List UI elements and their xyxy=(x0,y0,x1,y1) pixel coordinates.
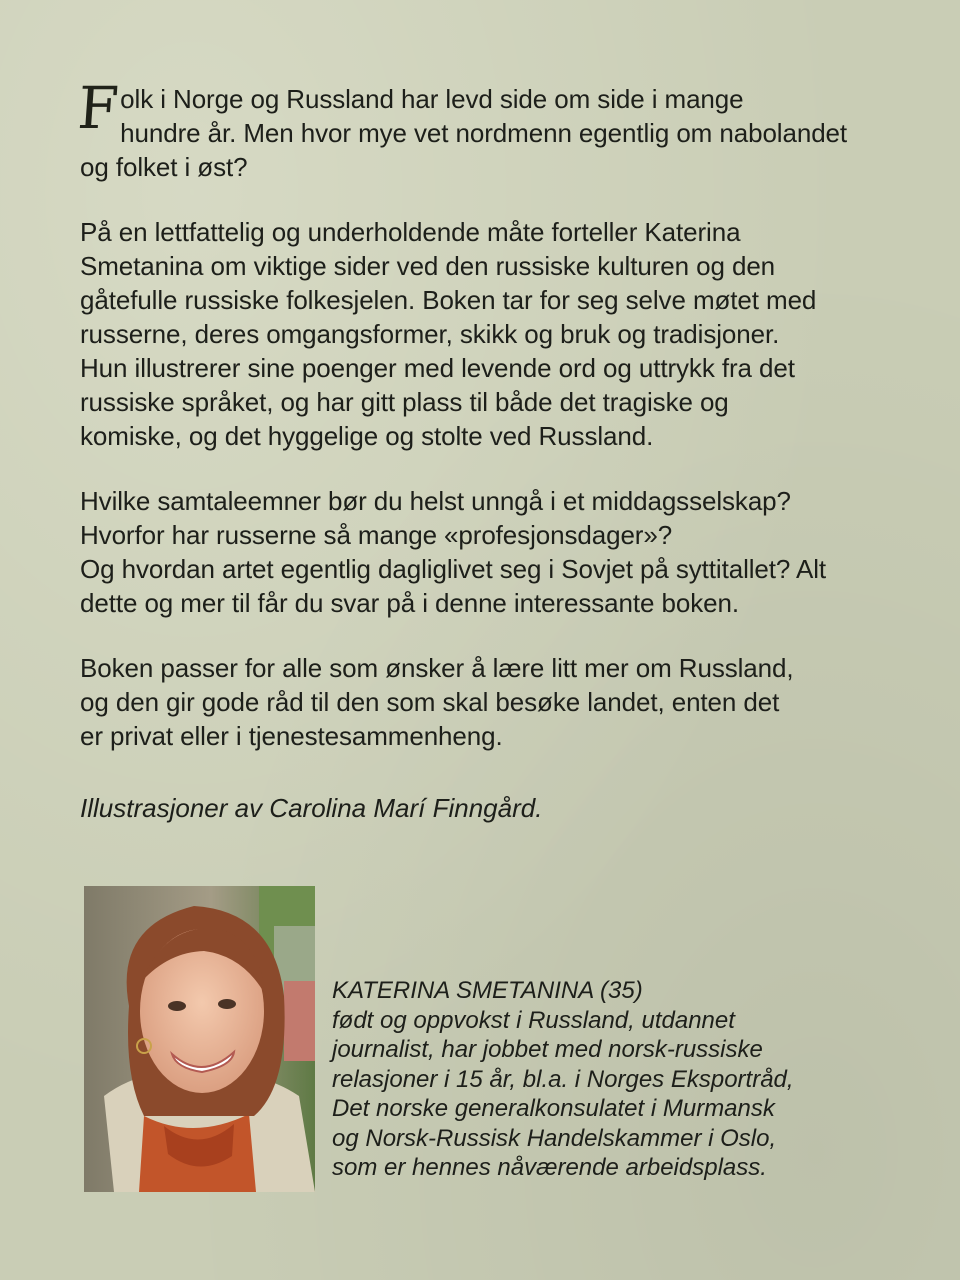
text-line: Hun illustrerer sine poenger med levende ord og uttrykk fra det xyxy=(80,353,795,383)
text-line: Hvorfor har russerne så mange «profesjonsdager»? xyxy=(80,520,673,550)
text-line: hundre år. Men hvor mye vet nordmenn egentlig om nabolandet xyxy=(120,118,848,148)
text-line: På en lettfattelig og underholdende måte forteller Katerina xyxy=(80,217,741,247)
author-portrait-image xyxy=(84,886,315,1192)
text-line: olk i Norge og Russland har levd side om side i mange xyxy=(120,84,744,114)
description-text xyxy=(75,74,920,825)
text-line: Og hvordan artet egentlig dagliglivet seg i Sovjet på syttitallet? Alt xyxy=(80,554,826,584)
author-bio-line: som er hennes nåværende arbeidsplass. xyxy=(332,1154,767,1181)
author-bio-line: relasjoner i 15 år, bl.a. i Norges Eksportråd, xyxy=(332,1065,794,1093)
author-bio-line: og Norsk-Russisk Handelskammer i Oslo, xyxy=(332,1124,777,1152)
drop-cap: F xyxy=(75,74,121,142)
author-photo xyxy=(84,886,315,1192)
text-line: Smetanina om viktige sider ved den russiske kulturen og den xyxy=(80,251,776,281)
text-line: russiske språket, og har gitt plass til både det tragiske og xyxy=(80,387,729,417)
text-line: og den gir gode råd til den som skal besøke landet, enten det xyxy=(80,687,780,717)
paragraph-intro xyxy=(75,74,920,184)
text-line: Hvilke samtaleemner bør du helst unngå i et middagsselskap? xyxy=(80,486,791,516)
text-line: russerne, deres omgangsformer, skikk og bruk og tradisjoner. xyxy=(80,319,780,349)
author-name-line: KATERINA SMETANINA (35) xyxy=(332,977,643,1004)
paragraph-audience xyxy=(80,651,920,753)
text-line: gåtefulle russiske folkesjelen. Boken tar for seg selve møtet med xyxy=(80,285,817,315)
text-line: er privat eller i tjenestesammenheng. xyxy=(80,721,503,751)
author-bio-line: journalist, har jobbet med norsk-russiske xyxy=(332,1036,763,1063)
text-line: Boken passer for alle som ønsker å lære litt mer om Russland, xyxy=(80,653,794,683)
text-line: komiske, og det hyggelige og stolte ved Russland. xyxy=(80,421,654,451)
text-line: dette og mer til får du svar på i denne interessante boken. xyxy=(80,588,739,618)
paragraph-content xyxy=(80,215,920,453)
text-line: og folket i øst? xyxy=(80,152,248,182)
author-bio-line: Det norske generalkonsulatet i Murmansk xyxy=(332,1095,775,1122)
author-bio xyxy=(332,976,892,1183)
illustration-credit: Illustrasjoner av Carolina Marí Finngård. xyxy=(80,793,543,823)
author-bio-line: født og oppvokst i Russland, utdannet xyxy=(332,1006,735,1034)
paragraph-questions xyxy=(80,484,920,620)
